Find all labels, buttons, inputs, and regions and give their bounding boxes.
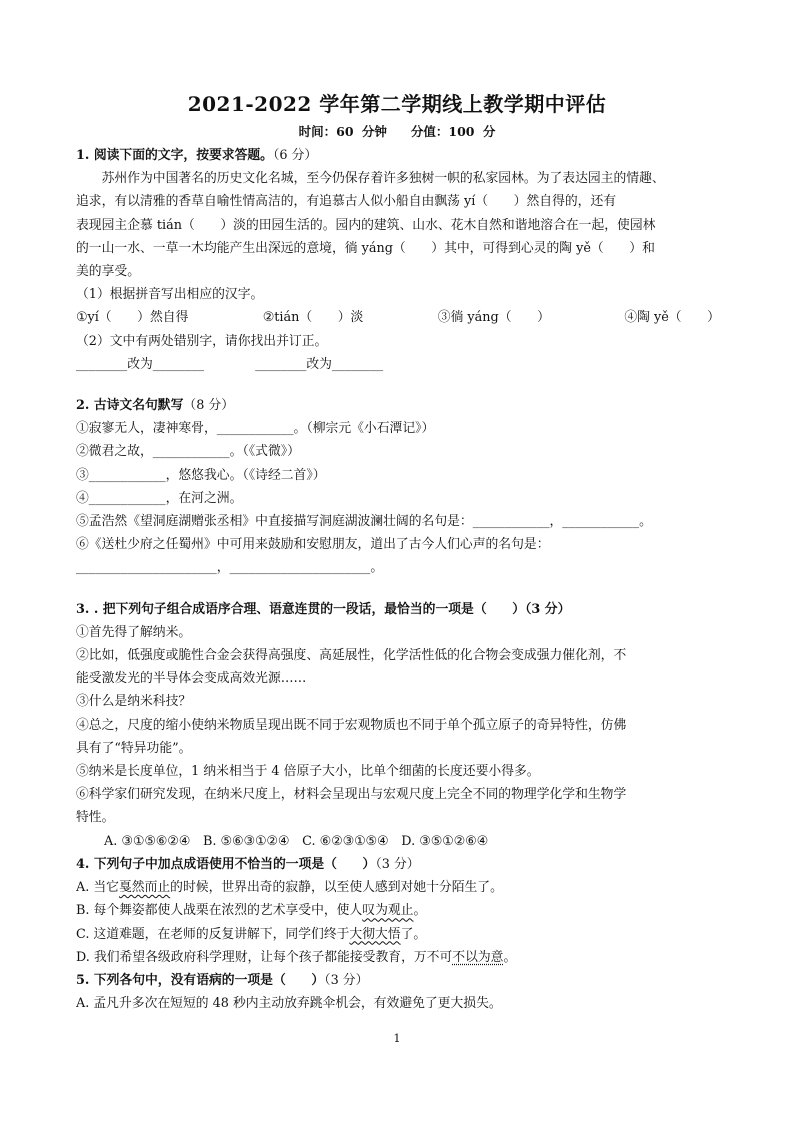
q2-line: ①寂寥无人，凄神寒骨，____________。（柳宗元《小石潭记》） — [76, 421, 435, 437]
question-2-points: （8 分） — [183, 398, 235, 414]
question-2-title: 2. 古诗文名句默写 — [76, 398, 184, 414]
q1-option: ④陶 yě（ ） — [624, 310, 720, 326]
q1-passage-line: 美的享受。 — [76, 264, 140, 280]
q4-a-text: A. 当它 — [76, 880, 119, 896]
question-3-heading: 3. . 把下列句子组合成语序合理、语意连贯的一段话，最恰当的一项是（ ）（3 分） — [76, 601, 571, 617]
q1-passage-line: 表现园主企慕 tián（ ）淡的田园生活的。园内的建筑、山水、花木自然和谐地溶合在一起，使园林 — [76, 217, 656, 233]
exam-score: 分值：100 分 — [410, 124, 496, 139]
question-5-heading — [76, 969, 720, 992]
q1-sub1-options — [76, 306, 720, 329]
exam-time: 时间：60 分钟 — [298, 124, 387, 139]
q4-option-b — [76, 899, 720, 922]
q4-b-text: B. 每个舞姿都使人战栗在浓烈的艺术享受中，使人 — [76, 903, 363, 919]
question-5-title: 5. 下列各句中，没有语病的一项是（ ） — [76, 972, 325, 988]
q4-b-idiom: 叹为观止 — [362, 903, 414, 919]
q4-option-c — [76, 923, 720, 946]
q3-sentence-cont: 能受激发光的半导体会变成高效光源…… — [76, 671, 307, 687]
q2-line: ②微君之故，____________。（《式微》） — [76, 444, 300, 460]
q1-passage-line: 苏州作为中国著名的历史文化名城，至今仍保存着许多独树一帜的私家园林。为了表达园主的情趣、 — [101, 171, 665, 187]
q4-c-idiom: 大彻大悟 — [349, 926, 401, 942]
q2-line: ④____________，在河之洲。 — [76, 490, 243, 506]
question-4-points: （3 分） — [375, 856, 420, 872]
page-title: 2021-2022 学年第二学期线上教学期中评估 — [187, 92, 607, 116]
q1-sub2-answer-line: ________改为________ ________改为________ — [76, 356, 384, 372]
q4-c-text-end: 了。 — [400, 926, 427, 942]
q3-sentence: ③什么是纳米科技？ — [76, 694, 192, 710]
q4-b-text-end: 。 — [413, 903, 427, 919]
q3-sentence: ⑥科学家们研究发现，在纳米尺度上，材料会呈现出与宏观尺度上完全不同的物理学化学和生物学 — [76, 787, 627, 803]
q4-d-text-end: 。 — [503, 949, 517, 965]
question-1-heading — [76, 144, 720, 167]
page-number: 1 — [393, 1032, 401, 1045]
q4-c-text: C. 这道难题，在老师的反复讲解下，同学们终于 — [76, 926, 350, 942]
q1-passage-line: 的一山一水、一草一木均能产生出深远的意境，徜 yáng（ ）其中，可得到心灵的陶 yě（ ）和 — [76, 240, 655, 256]
question-1-points: （6 分） — [272, 148, 318, 163]
q1-option: ②tián（ ）淡 — [262, 310, 364, 326]
question-4-heading — [76, 853, 720, 876]
q2-line: ______________________，______________________。 — [76, 560, 384, 576]
q3-sentence: ④总之，尺度的缩小使纳米物质呈现出既不同于宏观物质也不同于单个孤立原子的奇异特性，仿佛 — [76, 717, 627, 733]
q3-sentence-cont: 特性。 — [76, 810, 115, 826]
question-5-points: （3 分） — [324, 972, 369, 988]
q2-line: ⑤孟浩然《望洞庭湖赠张丞相》中直接描写洞庭湖波澜壮阔的名句是：____________，____________。 — [76, 514, 652, 530]
q4-option-a — [76, 876, 720, 899]
exam-meta — [0, 122, 794, 140]
q3-sentence: ②比如，低强度或脆性合金会获得高强度、高延展性，化学活性低的化合物会变成强力催化剂，不 — [76, 648, 627, 664]
q1-option: ①yí（ ）然自得 — [76, 310, 189, 326]
exam-content — [76, 144, 720, 1015]
q5-option-a: A. 孟凡升多次在短短的 48 秒内主动放弃跳伞机会，有效避免了更大损失。 — [76, 996, 502, 1012]
q1-sub2: （2）文中有两处错别字，请你找出并订正。 — [76, 333, 328, 349]
q4-a-text-end: 的时候，世界出奇的寂静，以至使人感到对她十分陌生了。 — [170, 880, 503, 896]
q4-d-idiom: 不以为意 — [452, 949, 504, 965]
q3-sentence: ①首先得了解纳米。 — [76, 624, 192, 640]
q3-sentence: ⑤纳米是长度单位，1 纳米相当于 4 倍原子大小，比单个细菌的长度还要小得多。 — [76, 764, 540, 780]
question-2-heading — [76, 394, 720, 417]
q2-line: ③____________，悠悠我心。（《诗经二首》） — [76, 467, 326, 483]
q4-a-idiom: 戛然而止 — [118, 880, 171, 896]
question-4-title: 4. 下列句子中加点成语使用不恰当的一项是（ ） — [76, 856, 376, 872]
question-1-title: 1. 阅读下面的文字，按要求答题。 — [76, 148, 273, 163]
q1-option: ③徜 yáng（ ） — [437, 310, 550, 326]
q2-line: ⑥《送杜少府之任蜀州》中可用来鼓励和安慰朋友，道出了古今人们心声的名句是： — [76, 537, 550, 553]
q4-d-text: D. 我们希望各级政府科学理财，让每个孩子都能接受教育，万不可 — [76, 949, 453, 965]
q3-sentence-cont: 具有了“特异功能”。 — [76, 740, 192, 756]
q4-option-d — [76, 946, 720, 969]
q3-options: A. ③①⑤⑥②④ B. ⑤⑥③①②④ C. ⑥②③①⑤④ D. ③⑤①②⑥④ — [104, 833, 489, 849]
q1-sub1: （1）根据拼音写出相应的汉字。 — [76, 287, 264, 303]
q1-passage-line: 追求，有以清雅的香草自喻性情高洁的，有追慕古人似小船自由飘荡 yí（ ）然自得的，还有 — [76, 194, 617, 210]
